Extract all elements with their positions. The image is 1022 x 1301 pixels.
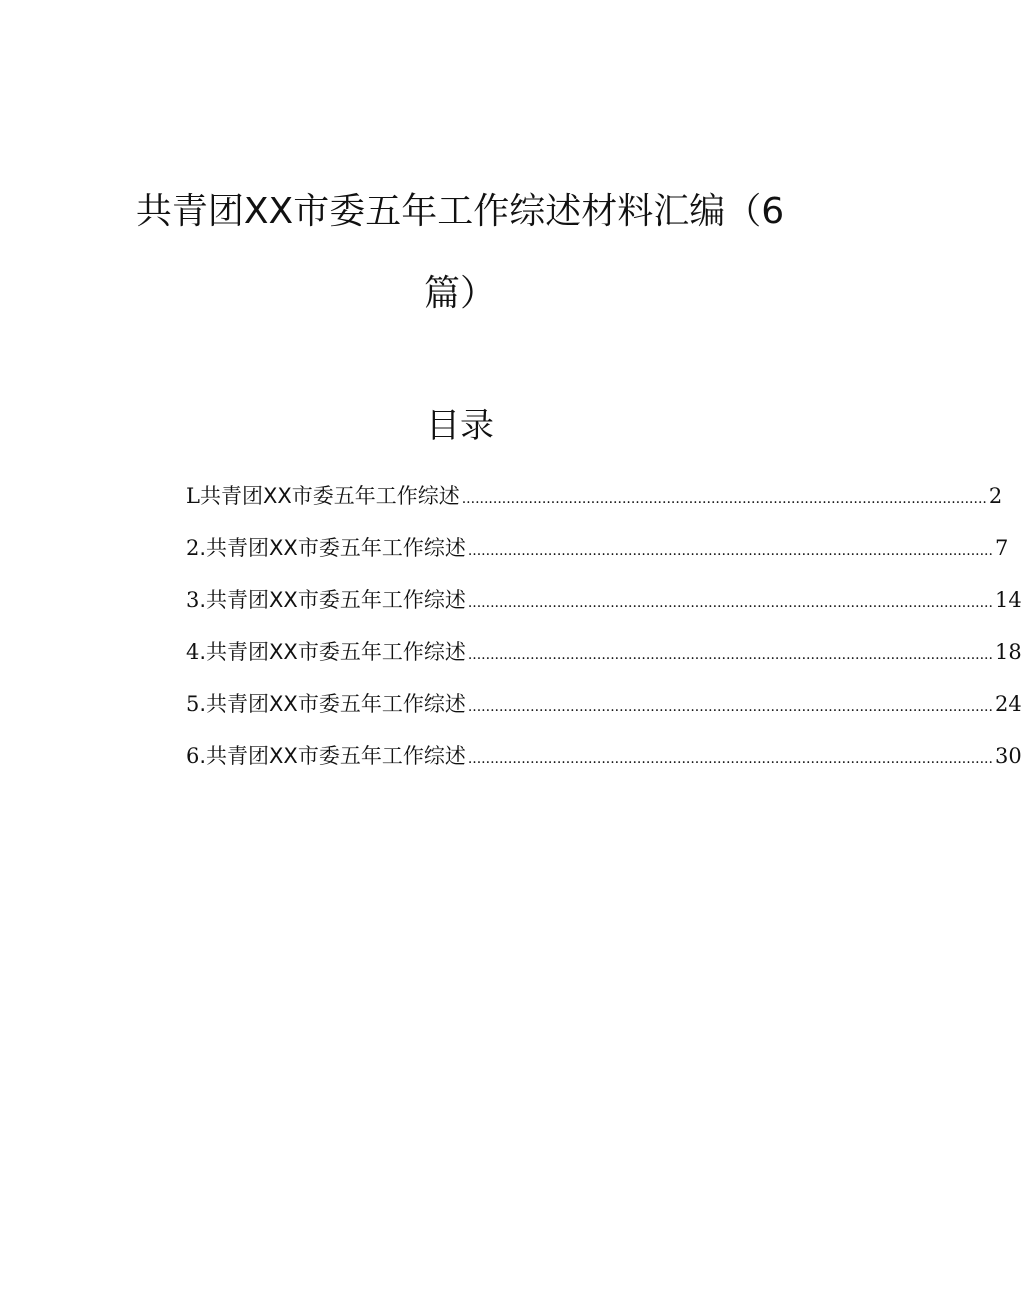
toc-entry[interactable] (186, 686, 1022, 738)
toc-entry-number: 2 (186, 536, 200, 560)
document-title-line-1: 共青团XX市委五年工作综述材料汇编（6 (135, 191, 785, 232)
toc-entry-number: L (186, 484, 200, 508)
toc-entry-number: 3 (186, 588, 200, 612)
toc-dot-leader: ...................................................................................................................... (467, 751, 993, 767)
toc-dot-leader: ...................................................................................................................... (461, 491, 987, 507)
toc-entry-title: .共青团XX市委五年工作综述 (199, 536, 466, 560)
toc-entry[interactable] (186, 478, 1003, 530)
toc-entry-number: 6 (186, 744, 200, 768)
toc-entry[interactable] (186, 634, 1022, 686)
table-of-contents (186, 478, 1022, 790)
toc-entry[interactable] (186, 738, 1022, 790)
toc-entry-title: .共青团XX市委五年工作综述 (199, 588, 466, 612)
toc-dot-leader: ...................................................................................................................... (467, 699, 993, 715)
toc-entry-title: .共青团XX市委五年工作综述 (199, 640, 466, 664)
toc-entry-page: 7 (994, 536, 1009, 560)
toc-dot-leader: ...................................................................................................................... (467, 543, 993, 559)
toc-entry-page: 14 (994, 588, 1022, 612)
toc-entry[interactable] (186, 582, 1022, 634)
toc-entry-page: 30 (994, 744, 1022, 768)
toc-entry-title: .共青团XX市委五年工作综述 (199, 692, 466, 716)
toc-entry-page: 18 (994, 640, 1022, 664)
toc-entry-page: 2 (988, 484, 1003, 508)
toc-dot-leader: ...................................................................................................................... (467, 647, 993, 663)
toc-entry-number: 5 (186, 692, 200, 716)
toc-heading: 目录 (426, 406, 494, 446)
toc-entry[interactable] (186, 530, 1009, 582)
toc-dot-leader: ...................................................................................................................... (467, 595, 993, 611)
toc-entry-number: 4 (186, 640, 200, 664)
toc-entry-title: 共青团XX市委五年工作综述 (199, 484, 460, 508)
toc-entry-title: .共青团XX市委五年工作综述 (199, 744, 466, 768)
toc-entry-page: 24 (994, 692, 1022, 716)
document-title-line-2: 篇） (423, 273, 496, 314)
